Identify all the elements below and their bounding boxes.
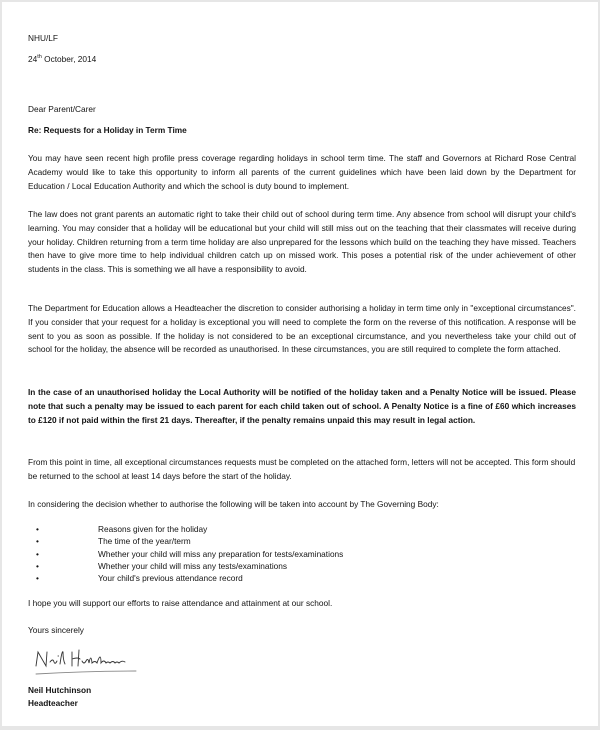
date [28,53,576,67]
bullet-icon: • [36,560,39,571]
paragraph-law: The law does not grant parents an automatic right to take their child out of school during term time. Any absence from school will disrupt your child's learning. You may consider that a holiday will be educational but your child will still miss out on the teaching that their classmates will receive during your holiday. Children returning from a term time holiday are also unprepared for the lessons which build on the teaching they have missed. Teachers then have to give more time to help individual children catch up on missed work. This poses a potential risk of the under achievement of other students in the class. This is something we all have a responsibility to avoid. [28,209,576,275]
list-item [28,548,576,560]
list-item [28,523,576,535]
considerations-list [28,523,576,584]
list-item [28,535,576,547]
list-item-text: Whether your child will miss any tests/examinations [98,560,288,571]
list-item [28,560,576,572]
sign-off: Yours sincerely [28,625,84,635]
subject-line: Re: Requests for a Holiday in Term Time [28,125,187,135]
list-item-text: The time of the year/term [98,536,191,547]
salutation: Dear Parent/Carer [28,104,96,114]
date-rest: October, 2014 [41,54,97,64]
bullet-icon: • [36,536,39,547]
paragraph-penalty: In the case of an unauthorised holiday the Local Authority will be notified of the holiday taken and a Penalty Notice will be issued. Please note that such a penalty may be issued to each parent for each child taken out of school. A Penalty Notice is a fine of £60 which increases to £120 if not paid within the first 21 days. Thereafter, if the penalty remains unpaid this may result in legal action. [28,387,576,425]
list-item [28,572,576,584]
signatory-name: Neil Hutchinson [28,685,92,695]
list-item-text: Your child's previous attendance record [98,573,243,584]
paragraph-intro: You may have seen recent high profile press coverage regarding holidays in school term time. The staff and Governors at Richard Rose Central Academy would like to take this opportunity to inform all parents of the current guidelines which have been laid down by the Department for Education / Local Education Authority and which the school is duty bound to implement. [28,153,576,191]
bullet-icon: • [36,548,39,559]
bullet-icon: • [36,573,39,584]
paragraph-exceptional: The Department for Education allows a Headteacher the discretion to consider authorising a holiday in term time only in "exceptional circumstances". If you consider that your request for a holiday is exceptional you will need to complete the form on the reverse of this notification. A response will be sent to you as soon as possible. If the holiday is not considered to be an exceptional circumstance, and you nevertheless take your child out of school for the holiday, the absence will be recorded as unauthorised. In these circumstances, you are still required to complete the form attached. [28,303,576,355]
letter-page [2,2,598,726]
date-suffix: th [37,54,42,61]
list-item-text: Reasons given for the holiday [98,524,208,534]
bullet-icon: • [36,524,39,534]
paragraph-considerations: In considering the decision whether to authorise the following will be taken into account by The Governing Body: [28,499,439,509]
paragraph-form: From this point in time, all exceptional circumstances requests must be completed on the attached form, letters will not be accepted. This form should be returned to the school at least 14 days before the start of the holiday. [28,457,576,481]
reference: NHU/LF [28,33,58,43]
date-day: 24 [28,54,38,64]
signatory-title: Headteacher [28,698,78,708]
handwritten-signature [32,644,162,680]
list-item-text: Whether your child will miss any preparation for tests/examinations [98,548,344,559]
closing-paragraph: I hope you will support our efforts to raise attendance and attainment at our school. [28,598,333,608]
